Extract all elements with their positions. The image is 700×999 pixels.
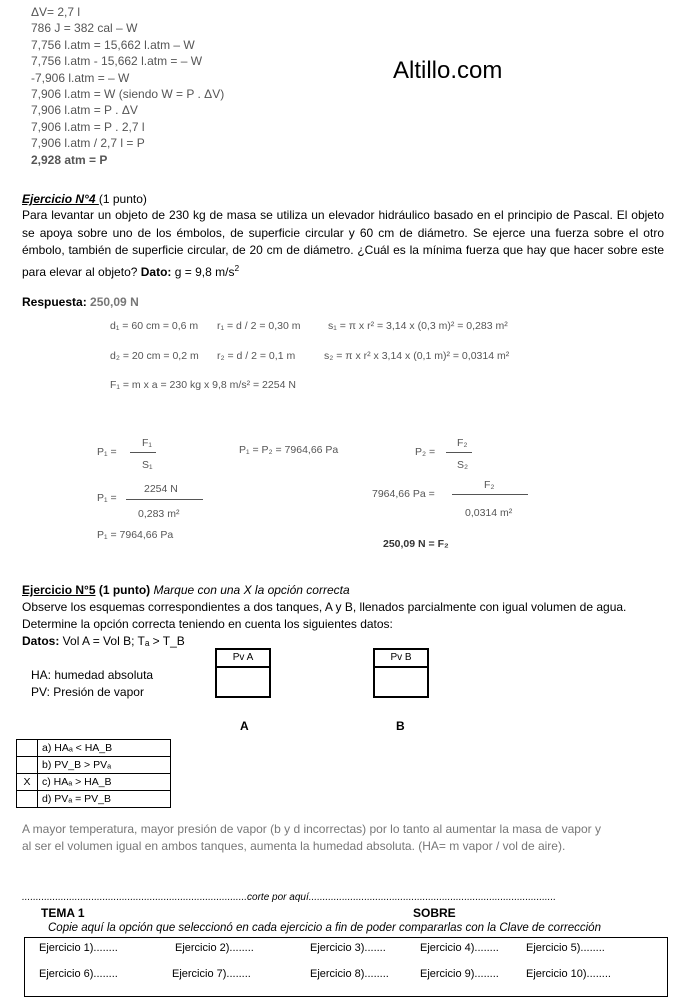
- ex5-instruction: Marque con una X la opción correcta: [150, 583, 350, 597]
- ex5-points: (1 punto): [98, 583, 151, 597]
- copy-instruction: Copie aquí la opción que seleccionó en cada ejercicio a fin de poder compararlas con la Clave de corrección: [48, 922, 601, 934]
- calc-line: 7,906 l.atm = P . ΔV: [31, 103, 138, 118]
- calc-line: 7,906 l.atm / 2,7 l = P: [31, 136, 145, 151]
- ex4-heading: [22, 192, 147, 206]
- ex4-dato-value: g = 9,8 m/s: [171, 264, 235, 279]
- ex4-dato-label: Dato:: [140, 264, 172, 279]
- p2-num: F₂: [457, 437, 468, 449]
- ex5-heading: [22, 583, 350, 597]
- option-text: c) HAₐ > HA_B: [38, 774, 171, 791]
- p1-result: P₁ = 7964,66 Pa: [97, 529, 174, 541]
- p2b-den: 0,0314 m²: [465, 507, 513, 519]
- answer-slot[interactable]: Ejercicio 5)........: [526, 942, 605, 954]
- answer-slot[interactable]: Ejercicio 2)........: [175, 942, 254, 954]
- option-text: b) PV_B > PVₐ: [38, 757, 171, 774]
- p1-num: F₁: [142, 437, 152, 449]
- ex4-dato-exp: 2: [234, 262, 240, 273]
- calc-line: ΔV= 2,7 l: [31, 5, 81, 19]
- f2-result: 250,09 N = F₂: [383, 538, 449, 550]
- p1-lhs: P₁ =: [97, 446, 117, 458]
- answer-box: [24, 937, 668, 997]
- calc-block: [31, 4, 224, 168]
- option-row: [17, 740, 171, 757]
- p2b-lhs: 7964,66 Pa =: [372, 488, 435, 500]
- ex4-s2: s₂ = π x r² x 3,14 x (0,1 m)² = 0,0314 m²: [324, 350, 510, 362]
- ex5-datos: [22, 634, 185, 648]
- p1b-fraction-bar: [126, 499, 203, 500]
- ex4-title: Ejercicio N°4: [22, 192, 99, 206]
- ex4-d1: d₁ = 60 cm = 0,6 m: [110, 320, 199, 332]
- answer-slot[interactable]: Ejercicio 8)........: [310, 968, 389, 980]
- calc-result: 2,928 atm = P: [31, 152, 108, 167]
- p2b-num: F₂: [484, 479, 495, 491]
- watermark: Altillo.com: [393, 57, 503, 84]
- ex4-f1: F₁ = m x a = 230 kg x 9,8 m/s² = 2254 N: [110, 379, 296, 391]
- ex4-statement-text: Para levantar un objeto de 230 kg de masa se utiliza un elevador hidráulico basado en el principio de Pascal. El objeto se apoya sobre uno de los émbolos, de superficie circular y 60 cm de diámetro. Se ejerce una fuerza sobre el otro émbolo, también de superficie circular, de 20 cm de diámetro. ¿Cuál es la mínima fuerza que hay que hacer sobre este para elevar al objeto?: [22, 208, 664, 279]
- ex5-pv-def: PV: Presión de vapor: [31, 685, 144, 699]
- ex4-points: (1 punto): [98, 192, 147, 206]
- option-mark[interactable]: [17, 757, 38, 774]
- ex4-statement: [22, 207, 664, 281]
- options-table: [16, 739, 171, 808]
- calc-line: 7,756 l.atm - 15,662 l.atm = – W: [31, 54, 203, 69]
- cut-line: .................................................................................corte por aquí.........................................................................................: [22, 892, 557, 903]
- tank-a-label: Pv A: [217, 650, 269, 668]
- tank-b-name: B: [396, 719, 405, 733]
- tank-a-name: A: [240, 719, 249, 733]
- p2-fraction-bar: [446, 452, 472, 453]
- p-equal: P₁ = P₂ = 7964,66 Pa: [239, 444, 339, 456]
- calc-line: 7,756 l.atm = 15,662 l.atm – W: [31, 37, 195, 52]
- p2b-fraction-bar: [452, 494, 528, 495]
- answer-slot[interactable]: Ejercicio 10)........: [526, 968, 611, 980]
- calc-line: 786 J = 382 cal – W: [31, 21, 138, 36]
- option-text: a) HAₐ < HA_B: [38, 740, 171, 757]
- p1b-num: 2254 N: [144, 483, 178, 495]
- p1b-den: 0,283 m²: [138, 508, 180, 520]
- ex5-title: Ejercicio N°5: [22, 583, 96, 597]
- answer-slot[interactable]: Ejercicio 3).......: [310, 942, 386, 954]
- tank-b: [373, 648, 429, 698]
- p1b-lhs: P₁ =: [97, 492, 117, 504]
- ex4-d2: d₂ = 20 cm = 0,2 m: [110, 350, 199, 362]
- ex5-line2: Determine la opción correcta teniendo en cuenta los siguientes datos:: [22, 617, 393, 631]
- p1-fraction-bar: [130, 452, 156, 453]
- answer-slot[interactable]: Ejercicio 1)........: [39, 942, 118, 954]
- ex4-r1: r₁ = d / 2 = 0,30 m: [217, 320, 301, 332]
- ex4-answer-value: 250,09 N: [90, 295, 139, 309]
- ex4-r2: r₂ = d / 2 = 0,1 m: [217, 350, 296, 362]
- p2-lhs: P₂ =: [415, 446, 436, 458]
- tank-a: [215, 648, 271, 698]
- answer-slot[interactable]: Ejercicio 9)........: [420, 968, 499, 980]
- answer-slot[interactable]: Ejercicio 4)........: [420, 942, 499, 954]
- calc-line: 7,906 l.atm = P . 2,7 l: [31, 119, 145, 134]
- option-row: [17, 791, 171, 808]
- ex5-line1: Observe los esquemas correspondientes a dos tanques, A y B, llenados parcialmente con igual volumen de agua.: [22, 600, 627, 614]
- tank-b-label: Pv B: [375, 650, 427, 668]
- answer-slot[interactable]: Ejercicio 6)........: [39, 968, 118, 980]
- ex5-ha-def: HA: humedad absoluta: [31, 668, 154, 682]
- option-mark[interactable]: [17, 740, 38, 757]
- calc-line: -7,906 l.atm = – W: [31, 70, 130, 85]
- ex5-explanation: A mayor temperatura, mayor presión de vapor (b y d incorrectas) por lo tanto al aumentar la masa de vapor y al ser el volumen igual en ambos tanques, aumenta la humedad absoluta. (HA= m vapor / vol de aire).: [22, 822, 601, 853]
- answer-slot[interactable]: Ejercicio 7)........: [172, 968, 251, 980]
- option-mark[interactable]: [17, 791, 38, 808]
- sobre-label: SOBRE: [413, 906, 456, 920]
- p1-den: S₁: [142, 459, 153, 471]
- option-row: [17, 774, 171, 791]
- ex4-answer-label: Respuesta:: [22, 295, 91, 309]
- ex4-answer: [22, 295, 139, 309]
- option-row: [17, 757, 171, 774]
- p2-den: S₂: [457, 459, 469, 471]
- calc-line: 7,906 l.atm = W (siendo W = P . ΔV): [31, 86, 225, 101]
- ex5-datos-label: Datos:: [22, 634, 60, 648]
- option-text: d) PVₐ = PV_B: [38, 791, 171, 808]
- ex5-datos-value: Vol A = Vol B; Tₐ > T_B: [59, 634, 185, 648]
- tema-label: TEMA 1: [41, 906, 85, 920]
- ex4-s1: s₁ = π x r² = 3,14 x (0,3 m)² = 0,283 m²: [328, 320, 508, 332]
- option-mark[interactable]: X: [17, 774, 38, 791]
